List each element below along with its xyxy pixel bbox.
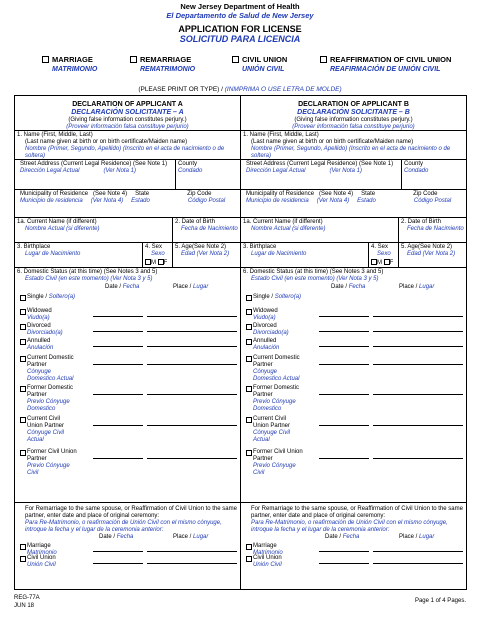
- ceremony-label: Civil Union Unión Civil: [27, 555, 56, 568]
- ceremony-checkbox[interactable]: [246, 544, 252, 550]
- status-checkbox[interactable]: [20, 417, 26, 423]
- original-ceremony-section: For Remarriage to the same spouse, or Reaffirmation of Civil Union to the same partner, enter date and place of original ceremony: Para Re-Matrimonio, o reafirmación de Unión Civil con el mismo cónyuge, introque la fecha y el lugar de la ceremonia anterior: Date / Fecha Place / Lugar Marriage Matrimonio Civil Union Unión Civil: [241, 503, 466, 590]
- status-checkbox[interactable]: [20, 324, 26, 330]
- marriage-checkbox[interactable]: [42, 56, 49, 63]
- ceremony-checkbox[interactable]: [246, 556, 252, 562]
- status-date-place-line[interactable]: [373, 425, 463, 426]
- status-checkbox[interactable]: [20, 339, 26, 345]
- status-date-place-line[interactable]: [147, 364, 237, 365]
- status-checkbox[interactable]: [246, 356, 252, 362]
- ceremony-label: Marriage Matrimonio: [253, 543, 283, 556]
- municipality-field[interactable]: Municipality of Residence (See Note 4) State Zip Code Municipio de residencia (Ver Nota 4) Estado Código Postal: [15, 190, 240, 218]
- status-label: Former Civil Union Partner Previo Cónyuge Civil: [253, 449, 303, 476]
- status-date-place-line[interactable]: [319, 331, 369, 332]
- status-date-place-line[interactable]: [319, 346, 369, 347]
- date-of-birth-field[interactable]: 2. Date of Birth Fecha de Nacimiento: [398, 218, 467, 242]
- county-field[interactable]: County Condado: [175, 160, 241, 189]
- status-date-place-line[interactable]: [373, 364, 463, 365]
- reaffirmation-checkbox[interactable]: [320, 56, 327, 63]
- form-title: APPLICATION FOR LICENSE: [178, 24, 302, 34]
- status-date-place-line[interactable]: [147, 346, 237, 347]
- ceremony-date-place-line[interactable]: [319, 563, 369, 564]
- status-date-place-line[interactable]: [319, 364, 369, 365]
- applicant-b-section: [240, 95, 467, 590]
- page-number: Page 1 of 4 Pages.: [414, 598, 466, 604]
- status-label: Current Domestic Partner Cónyuge Domestico Actual: [253, 355, 300, 382]
- status-date-place-line[interactable]: [93, 425, 143, 426]
- ceremony-label: Civil Union Unión Civil: [253, 555, 282, 568]
- birthplace-field[interactable]: 3. Birthplace Lugar de Nacimiento 4. Sex Sexo M F 5. Age(See Note 2) Edad (Ver Nota 2): [241, 243, 466, 268]
- ceremony-checkbox[interactable]: [20, 544, 26, 550]
- status-date-place-line[interactable]: [319, 458, 369, 459]
- status-checkbox[interactable]: [246, 295, 252, 301]
- status-date-place-line[interactable]: [93, 316, 143, 317]
- domestic-status-section: 6. Domestic Status (at this time) (See Notes 3 and 5) Estado Civil (en este momento) (Ver Nota 3 y 5) Date / Fecha Place / Lugar Single / Soltero(a) Widowed Viudo(a) Divorced Divorciado(a) Annulled Anulación Current Domestic Partner Cónyuge Domestico Actual Former Domestic Partner Previo Cónyuge Domestico Current Civil Union Partner Cónyuge Civil Actual Former Civil Union Partner Previo Cónyuge Civil: [241, 268, 466, 503]
- original-ceremony-section: For Remarriage to the same spouse, or Reaffirmation of Civil Union to the same partner, enter date and place of original ceremony: Para Re-Matrimonio, o reafirmación de Unión Civil con el mismo cónyuge, introque la fecha y el lugar de la ceremonia anterior: Date / Fecha Place / Lugar Marriage Matrimonio Civil Union Unión Civil: [15, 503, 240, 590]
- sex-field[interactable]: 4. Sex Sexo M F: [368, 243, 398, 267]
- status-label: Current Domestic Partner Cónyuge Domestico Actual: [27, 355, 74, 382]
- status-checkbox[interactable]: [20, 450, 26, 456]
- date-of-birth-field[interactable]: 2. Date of Birth Fecha de Nacimiento: [172, 218, 241, 242]
- status-date-place-line[interactable]: [147, 425, 237, 426]
- status-date-place-line[interactable]: [93, 364, 143, 365]
- option-marriage[interactable]: MARRIAGE MATRIMONIO: [42, 56, 97, 74]
- form-number: REG-77A: [14, 595, 40, 601]
- status-label: Former Domestic Partner Previo Cónyuge Domestico: [253, 385, 300, 412]
- option-reaffirmation[interactable]: REAFFIRMATION OF CIVIL UNION REAFIRMACIÓN DE UNIÓN CIVIL: [320, 56, 451, 74]
- ceremony-label: Marriage Matrimonio: [27, 543, 57, 556]
- age-field[interactable]: 5. Age(See Note 2) Edad (Ver Nota 2): [172, 243, 241, 267]
- declaration-heading: DECLARATION OF APPLICANT A DECLARACIÓN SOLICITANTE – A (Giving false information constitutes perjury.) (Proveer información falsa constituye perjurio): [15, 96, 240, 131]
- status-label: Widowed Viudo(a): [27, 308, 52, 321]
- department-title-es: El Departamento de Salud de New Jersey: [166, 11, 314, 20]
- status-label: Annulled Anulación: [253, 338, 280, 351]
- status-checkbox[interactable]: [246, 386, 252, 392]
- name-field[interactable]: 1. Name (First, Middle, Last) (Last name given at birth or on birth certificate/Maiden name) Nombre (Primer, Segundo, Apellido) (Inscrito en el acta de nacimiento o de soltera): [15, 131, 240, 160]
- status-date-place-line[interactable]: [147, 458, 237, 459]
- status-date-place-line[interactable]: [373, 346, 463, 347]
- option-remarriage[interactable]: REMARRIAGE REMATRIMONIO: [130, 56, 195, 74]
- ceremony-date-place-line[interactable]: [93, 551, 143, 552]
- ceremony-date-place-line[interactable]: [93, 563, 143, 564]
- civil-union-checkbox[interactable]: [232, 56, 239, 63]
- applicant-a-section: [14, 95, 241, 590]
- status-label: Single / Soltero(a): [253, 294, 302, 300]
- status-label: Divorced Divorciado(a): [27, 323, 63, 336]
- status-date-place-line[interactable]: [373, 331, 463, 332]
- status-label: Former Domestic Partner Previo Cónyuge Domestico: [27, 385, 74, 412]
- status-label: Current Civil Union Partner Cónyuge Civil Actual: [253, 416, 291, 443]
- county-field[interactable]: County Condado: [401, 160, 467, 189]
- status-date-place-line[interactable]: [319, 425, 369, 426]
- status-label: Single / Soltero(a): [27, 294, 76, 300]
- status-label: Widowed Viudo(a): [253, 308, 278, 321]
- department-title: New Jersey Department of Health: [180, 2, 300, 11]
- street-address-field[interactable]: Street Address (Current Legal Residence) (See Note 1) Dirección Legal Actual (Ver Nota 1) County Condado: [15, 160, 240, 190]
- status-checkbox[interactable]: [246, 324, 252, 330]
- status-date-place-line[interactable]: [373, 394, 463, 395]
- status-date-place-line[interactable]: [373, 458, 463, 459]
- option-civil-union[interactable]: CIVIL UNION UNIÓN CIVIL: [232, 56, 287, 74]
- ceremony-date-place-line[interactable]: [373, 563, 463, 564]
- status-label: Divorced Divorciado(a): [253, 323, 289, 336]
- ceremony-date-place-line[interactable]: [147, 563, 237, 564]
- current-name-field[interactable]: 1a. Current Name (if different) Nombre Actual (si diferente) 2. Date of Birth Fecha de Nacimiento: [241, 218, 466, 243]
- declaration-heading: DECLARATION OF APPLICANT B DECLARACIÓN SOLICITANTE – B (Giving false information constitutes perjury.) (Proveer información falsa constituye perjurio): [241, 96, 466, 131]
- status-checkbox[interactable]: [246, 339, 252, 345]
- form-title-es: SOLICITUD PARA LICENCIA: [179, 34, 301, 44]
- status-date-place-line[interactable]: [93, 458, 143, 459]
- status-label: Current Civil Union Partner Cónyuge Civil Actual: [27, 416, 65, 443]
- status-date-place-line[interactable]: [147, 331, 237, 332]
- form-revision-date: JUN 18: [14, 603, 35, 609]
- ceremony-checkbox[interactable]: [20, 556, 26, 562]
- age-field[interactable]: 5. Age(See Note 2) Edad (Ver Nota 2): [398, 243, 467, 267]
- ceremony-date-place-line[interactable]: [147, 551, 237, 552]
- status-checkbox[interactable]: [20, 309, 26, 315]
- status-date-place-line[interactable]: [93, 346, 143, 347]
- sex-field[interactable]: 4. Sex Sexo M F: [142, 243, 172, 267]
- print-instruction: (PLEASE PRINT OR TYPE) / (INMPRIMA O USE LETRA DE MOLDE): [138, 86, 342, 93]
- status-label: Annulled Anulación: [27, 338, 54, 351]
- status-checkbox[interactable]: [246, 417, 252, 423]
- status-checkbox[interactable]: [20, 295, 26, 301]
- status-checkbox[interactable]: [20, 356, 26, 362]
- status-date-place-line[interactable]: [319, 394, 369, 395]
- status-checkbox[interactable]: [246, 309, 252, 315]
- street-address-field[interactable]: Street Address (Current Legal Residence) (See Note 1) Dirección Legal Actual (Ver Nota 1) County Condado: [241, 160, 466, 190]
- ceremony-date-place-line[interactable]: [319, 551, 369, 552]
- status-date-place-line[interactable]: [93, 394, 143, 395]
- status-date-place-line[interactable]: [373, 316, 463, 317]
- status-checkbox[interactable]: [246, 450, 252, 456]
- status-date-place-line[interactable]: [319, 316, 369, 317]
- current-name-field[interactable]: 1a. Current Name (if different) Nombre Actual (si diferente) 2. Date of Birth Fecha de Nacimiento: [15, 218, 240, 243]
- remarriage-checkbox[interactable]: [130, 56, 137, 63]
- status-label: Former Civil Union Partner Previo Cónyuge Civil: [27, 449, 77, 476]
- ceremony-date-place-line[interactable]: [373, 551, 463, 552]
- status-checkbox[interactable]: [20, 386, 26, 392]
- municipality-field[interactable]: Municipality of Residence (See Note 4) State Zip Code Municipio de residencia (Ver Nota 4) Estado Código Postal: [241, 190, 466, 218]
- domestic-status-section: 6. Domestic Status (at this time) (See Notes 3 and 5) Estado Civil (en este momento) (Ver Nota 3 y 5) Date / Fecha Place / Lugar Single / Soltero(a) Widowed Viudo(a) Divorced Divorciado(a) Annulled Anulación Current Domestic Partner Cónyuge Domestico Actual Former Domestic Partner Previo Cónyuge Domestico Current Civil Union Partner Cónyuge Civil Actual Former Civil Union Partner Previo Cónyuge Civil: [15, 268, 240, 503]
- name-field[interactable]: 1. Name (First, Middle, Last) (Last name given at birth or on birth certificate/Maiden name) Nombre (Primer, Segundo, Apellido) (Inscrito en el acta de nacimiento o de soltera): [241, 131, 466, 160]
- status-date-place-line[interactable]: [147, 394, 237, 395]
- birthplace-field[interactable]: 3. Birthplace Lugar de Nacimiento 4. Sex Sexo M F 5. Age(See Note 2) Edad (Ver Nota 2): [15, 243, 240, 268]
- status-date-place-line[interactable]: [93, 331, 143, 332]
- status-date-place-line[interactable]: [147, 316, 237, 317]
